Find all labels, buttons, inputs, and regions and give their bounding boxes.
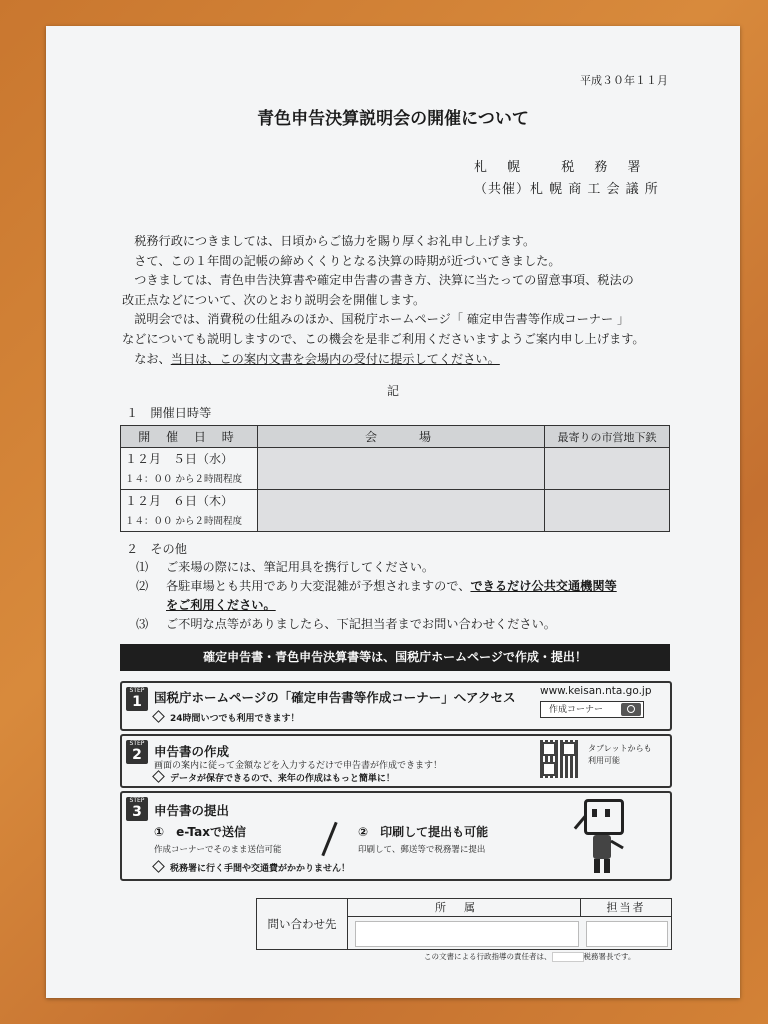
date-cell: １２月 ５日（水） １４：００ から２時間程度 xyxy=(121,448,258,490)
step-note: 税務署に行く手間や交通費がかかりません！ xyxy=(154,861,350,874)
nta-banner: 確定申告書・青色申告決算書等は、国税庁ホームページで作成・提出！ xyxy=(120,644,670,671)
step-2-box xyxy=(120,734,672,788)
step-note: 24時間いつでも利用できます！ xyxy=(154,711,300,724)
ki-marker: 記 xyxy=(386,384,399,398)
step-note: 画面の案内に従って金額などを入力するだけで申告書が作成できます！ xyxy=(154,761,443,771)
issue-date: 平成３０年１１月 xyxy=(580,74,668,87)
step-title: 申告書の作成 xyxy=(154,744,230,759)
step-badge: STEP 2 xyxy=(126,740,148,764)
schedule-table xyxy=(120,425,670,532)
search-icon xyxy=(621,703,641,716)
table-header: 開 催 日 時 xyxy=(121,426,258,448)
paragraph: さて、この１年間の記帳の締めくくりとなる決算の時期が近づいてきました。 xyxy=(134,253,561,268)
step-1-box xyxy=(120,681,672,731)
option-note: 作成コーナーでそのまま送信可能 xyxy=(154,845,282,855)
organizer-tax-office: 札 幌 税 務 署 xyxy=(474,160,649,175)
option-note: 印刷して、郵送等で税務署に提出 xyxy=(358,845,486,855)
nta-url[interactable]: www.keisan.nta.go.jp xyxy=(540,685,652,697)
diamond-icon xyxy=(152,860,165,873)
notes-list xyxy=(136,558,617,634)
table-header: 最寄りの市営地下鉄 xyxy=(545,426,670,448)
station-cell xyxy=(545,448,670,490)
date-cell: １２月 ６日（木） １４：００ から２時間程度 xyxy=(121,490,258,532)
paragraph: などについても説明しますので、この機会を是非ご利用くださいますようご案内申し上げます。 xyxy=(122,331,645,346)
paragraph: 説明会では、消費税の仕組みのほか、国税庁ホームページ「 確定申告書等作成コーナー 」 xyxy=(134,312,630,327)
document-page xyxy=(46,26,740,998)
diamond-icon xyxy=(152,710,165,723)
mascot-icon xyxy=(570,797,630,875)
redacted-name xyxy=(552,952,584,962)
page-title: 青色申告決算説明会の開催について xyxy=(257,109,529,129)
table-row xyxy=(121,448,670,490)
qr-note: 利用可能 xyxy=(588,756,620,765)
table-header: 所属 xyxy=(348,899,581,917)
list-item: ⑵ 各駐車場とも共用であり大変混雑が予想されますので、できるだけ公共交通機関等 xyxy=(136,579,617,593)
list-item: ⑴ ご来場の際には、筆記用具を携行してください。 xyxy=(136,560,435,574)
table-header: 担当者 xyxy=(581,899,671,917)
divider-slash xyxy=(321,822,337,857)
station-cell xyxy=(545,490,670,532)
list-item: ⑶ ご不明な点等がありましたら、下記担当者までお問い合わせください。 xyxy=(136,617,556,631)
table-header: 会 場 xyxy=(258,426,545,448)
create-corner-button[interactable]: 作成コーナー xyxy=(540,701,644,718)
section-heading: ２ その他 xyxy=(126,542,187,556)
venue-cell xyxy=(258,490,545,532)
body-text xyxy=(122,232,702,369)
step-title: 国税庁ホームページの「確定申告書等作成コーナー」へアクセス xyxy=(154,690,516,705)
qr-note: タブレットからも xyxy=(588,744,652,753)
contact-label: 問い合わせ先 xyxy=(257,899,348,949)
step-title: 申告書の提出 xyxy=(154,803,230,818)
section-heading: １ 開催日時等 xyxy=(126,406,212,420)
redacted-affiliation xyxy=(355,921,579,947)
table-row xyxy=(121,490,670,532)
paragraph: つきましては、青色申告決算書や確定申告書の書き方、決算に当たっての留意事項、税法の xyxy=(134,273,634,288)
list-item: をご利用ください。 xyxy=(166,598,276,612)
paragraph: なお、当日は、この案内文書を会場内の受付に提示してください。 xyxy=(134,351,500,366)
qr-code-icon xyxy=(540,740,578,778)
organizer-chamber: （共催）札 幌 商 工 会 議 所 xyxy=(474,182,659,197)
step-3-box xyxy=(120,791,672,881)
paragraph: 改正点などについて、次のとおり説明会を開催します。 xyxy=(122,292,426,307)
paragraph: 税務行政につきましては、日頃からご協力を賜り厚くお礼申し上げます。 xyxy=(134,234,536,248)
step-note: データが保存できるので、来年の作成はもっと簡単に！ xyxy=(154,771,395,784)
diamond-icon xyxy=(152,770,165,783)
venue-cell xyxy=(258,448,545,490)
step-badge: STEP 1 xyxy=(126,687,148,711)
step-badge: STEP 3 xyxy=(126,797,148,821)
contact-table xyxy=(256,898,672,950)
footer-note: この文書による行政指導の責任者は、 税務署長です。 xyxy=(424,952,636,961)
option-etax: ① e-Taxで送信 xyxy=(154,825,246,839)
redacted-person xyxy=(586,921,668,947)
option-print: ② 印刷して提出も可能 xyxy=(358,825,489,839)
